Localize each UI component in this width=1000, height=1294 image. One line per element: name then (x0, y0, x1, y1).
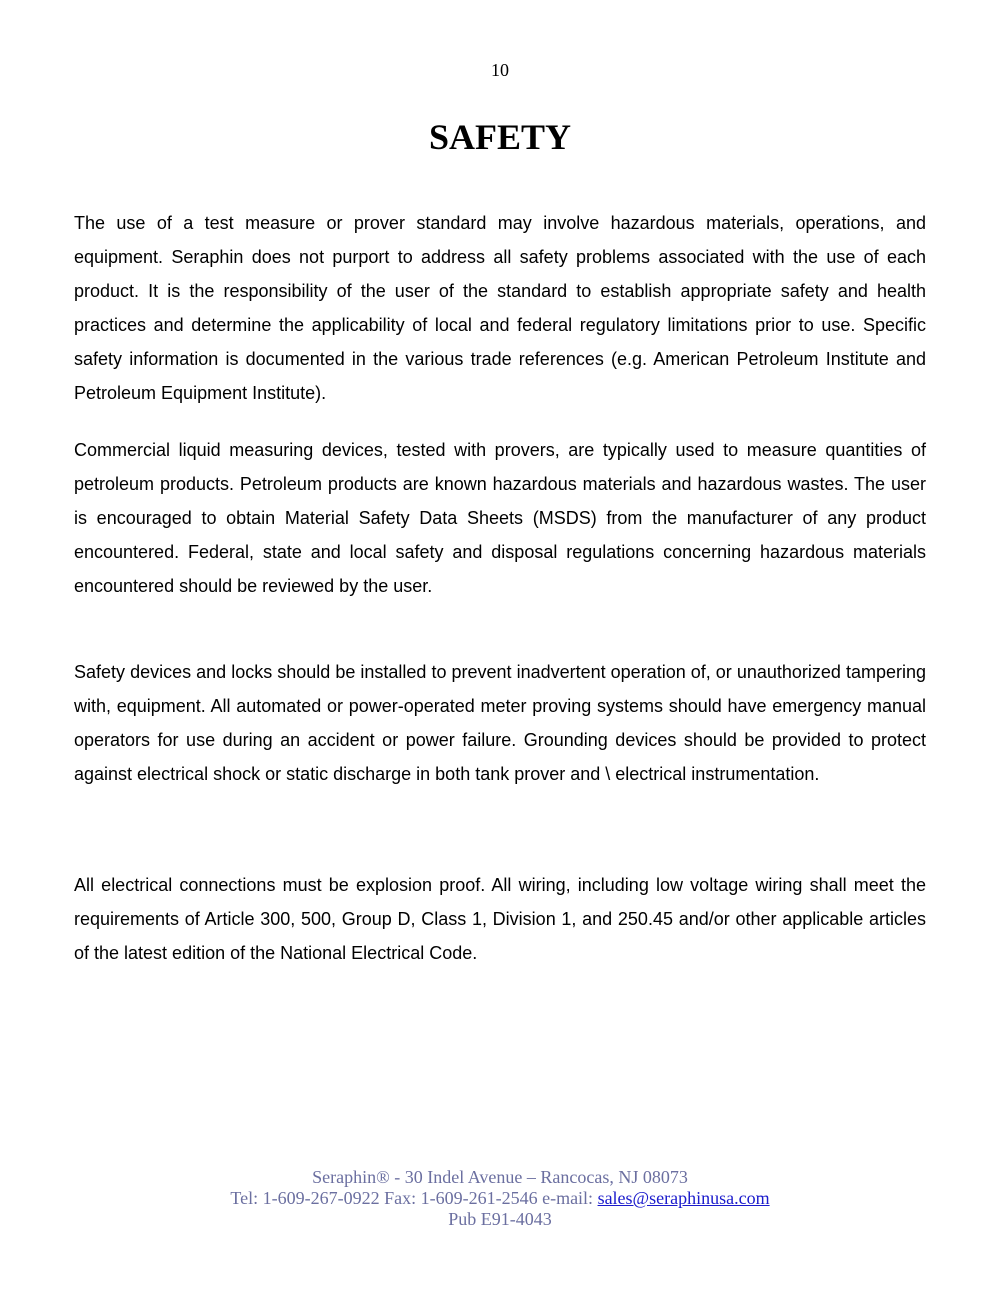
page-footer (0, 1167, 1000, 1230)
paragraph-electrical: All electrical connections must be explosion proof. All wiring, including low voltage wiring shall meet the requirements of Article 300, 500, Group D, Class 1, Division 1, and 250.45 and/or other applicable articles of the latest edition of the National Electrical Code. (74, 875, 926, 963)
paragraph-hazards: The use of a test measure or prover standard may involve hazardous materials, operations, and equipment. Seraphin does not purport to address all safety problems associated with the use of each product. It is the responsibility of the user of the standard to establish appropriate safety and health practices and determine the applicability of local and federal regulatory limitations prior to use. Specific safety information is documented in the various trade references (e.g. American Petroleum Institute and Petroleum Equipment Institute). (74, 213, 926, 403)
page-title: SAFETY (428, 117, 572, 157)
footer-address: Seraphin® - 30 Indel Avenue – Rancocas, NJ 08073 (312, 1167, 688, 1187)
paragraph-petroleum: Commercial liquid measuring devices, tested with provers, are typically used to measure quantities of petroleum products. Petroleum products are known hazardous materials and hazardous wastes. The user is encouraged to obtain Material Safety Data Sheets (MSDS) from the manufacturer of any product encountered. Federal, state and local safety and disposal regulations concerning hazardous materials encountered should be reviewed by the user. (74, 440, 926, 596)
footer-phones: Tel: 1-609-267-0922 Fax: 1-609-261-2546 e-mail: (230, 1188, 598, 1208)
footer-pub: Pub E91-4043 (448, 1209, 552, 1229)
page-number: 10 (491, 60, 509, 80)
footer-contact-line (0, 1188, 1000, 1209)
email-link[interactable]: sales@seraphinusa.com (597, 1188, 770, 1208)
paragraph-safety-devices: Safety devices and locks should be installed to prevent inadvertent operation of, or unauthorized tampering with, equipment. All automated or power-operated meter proving systems should have emergency manual operators for use during an accident or power failure. Grounding devices should be provided to protect against electrical shock or static discharge in both tank prover and \ electrical instrumentation. (74, 662, 926, 784)
